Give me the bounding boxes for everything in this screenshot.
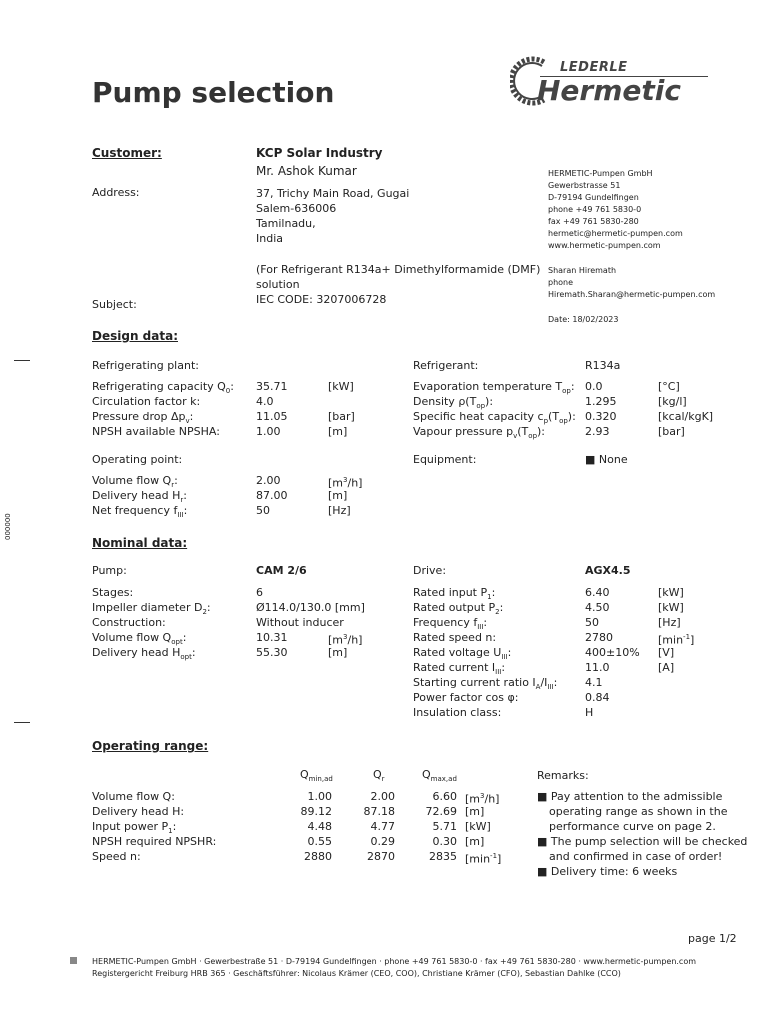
row-value: 0.0 bbox=[585, 380, 603, 393]
remark-line bbox=[537, 819, 747, 834]
page-number: page 1/2 bbox=[688, 932, 737, 945]
row-label: Pressure drop $\Delta p_v$: bbox=[92, 410, 194, 426]
row-unit: [bar] bbox=[658, 425, 685, 438]
equipment-text: None bbox=[598, 453, 628, 466]
address-label: Address: bbox=[92, 186, 140, 199]
table-row bbox=[92, 819, 532, 834]
remark-line bbox=[537, 864, 747, 879]
subscript: p bbox=[543, 417, 549, 426]
square-bullet-icon: ■ bbox=[537, 865, 548, 878]
square-bullet-icon: ■ bbox=[537, 790, 548, 803]
row-value: 2780 bbox=[585, 631, 613, 644]
row-label: Net frequency $f_{III}$: bbox=[92, 504, 188, 520]
row-label: Impeller diameter $D_2$: bbox=[92, 601, 211, 617]
row-value: 0.55 bbox=[307, 835, 332, 848]
row-unit: $[m^3/h]$ bbox=[328, 633, 363, 647]
row-value: 50 bbox=[585, 616, 599, 629]
iec-code: IEC CODE: 3207006728 bbox=[256, 293, 387, 306]
side-code: 000000 bbox=[4, 513, 12, 540]
table-row bbox=[413, 630, 733, 645]
range-column-headers bbox=[92, 768, 532, 786]
note-line: solution bbox=[256, 278, 300, 291]
nominal-data-heading: Nominal data: bbox=[92, 536, 188, 550]
nominal-left-table bbox=[92, 585, 392, 660]
row-label: Delivery head $H_r$: bbox=[92, 489, 187, 505]
square-bullet-icon: ■ bbox=[585, 453, 596, 466]
table-row bbox=[413, 424, 733, 439]
subscript: min,ad bbox=[308, 775, 333, 784]
row-unit: [m] bbox=[328, 489, 348, 502]
remark-line bbox=[537, 789, 747, 804]
drive-value: AGX4.5 bbox=[585, 564, 631, 577]
row-label: Stages: bbox=[92, 586, 134, 599]
remark-line bbox=[537, 804, 747, 819]
row-value: 4.48 bbox=[307, 820, 332, 833]
row-unit: [kW] bbox=[328, 380, 354, 393]
table-row bbox=[92, 849, 532, 864]
customer-address bbox=[256, 186, 409, 246]
column-header: $Q_{min,ad}$ bbox=[300, 768, 333, 784]
table-row bbox=[413, 705, 733, 720]
table-row bbox=[413, 615, 733, 630]
superscript: 3 bbox=[480, 792, 485, 800]
row-value: 0.84 bbox=[585, 691, 610, 704]
customer-note bbox=[256, 262, 540, 307]
row-unit: [kW] bbox=[658, 601, 684, 614]
company-line: D-79194 Gundelfingen bbox=[548, 193, 639, 202]
table-row bbox=[413, 585, 733, 600]
row-value: Without inducer bbox=[256, 616, 344, 629]
subscript: 1 bbox=[487, 593, 492, 602]
row-label: Starting current ratio $I_A/I_{III}$: bbox=[413, 676, 558, 692]
row-value: Ø114.0/130.0 [mm] bbox=[256, 601, 365, 614]
row-label: Density $\rho(T_{op})$: bbox=[413, 395, 494, 411]
remarks-list bbox=[537, 789, 747, 879]
row-unit: [Hz] bbox=[658, 616, 681, 629]
subscript: op bbox=[476, 402, 486, 411]
table-row bbox=[92, 488, 392, 503]
design-data-heading: Design data: bbox=[92, 329, 178, 343]
contact-email: Hiremath.Sharan@hermetic-pumpen.com bbox=[548, 290, 716, 299]
refrigerant-label: Refrigerant: bbox=[413, 359, 479, 372]
row-value: 11.05 bbox=[256, 410, 288, 423]
fold-mark bbox=[14, 722, 30, 723]
table-row bbox=[92, 789, 532, 804]
row-unit: $[m^3/h]$ bbox=[328, 476, 363, 490]
row-label: Delivery head $H_{opt}$: bbox=[92, 646, 196, 662]
drive-label: Drive: bbox=[413, 564, 447, 577]
table-row bbox=[413, 690, 733, 705]
customer-contact: Mr. Ashok Kumar bbox=[256, 164, 357, 178]
subscript: A bbox=[535, 683, 541, 692]
row-label: Input power $P_1$: bbox=[92, 820, 177, 836]
row-label: Construction: bbox=[92, 616, 166, 629]
row-value: 89.12 bbox=[300, 805, 332, 818]
remarks-label: Remarks: bbox=[537, 769, 589, 782]
table-row bbox=[92, 615, 392, 630]
subscript: 2 bbox=[495, 608, 500, 617]
row-unit: [A] bbox=[658, 661, 675, 674]
operating-point-table bbox=[92, 473, 392, 518]
remark-text: The pump selection will be checked bbox=[550, 835, 748, 848]
table-row bbox=[92, 804, 532, 819]
row-label: Rated speed n: bbox=[413, 631, 497, 644]
table-row bbox=[92, 424, 392, 439]
remark-line bbox=[537, 834, 747, 849]
row-value: H bbox=[585, 706, 594, 719]
row-label: Rated input $P_1$: bbox=[413, 586, 496, 602]
table-row bbox=[92, 630, 392, 645]
footer-bullet-icon bbox=[70, 957, 77, 964]
row-value: 1.295 bbox=[585, 395, 617, 408]
row-value: 35.71 bbox=[256, 380, 288, 393]
table-row bbox=[92, 600, 392, 615]
row-value: 1.00 bbox=[256, 425, 281, 438]
company-logo bbox=[510, 56, 710, 108]
address-line: 37, Trichy Main Road, Gugai bbox=[256, 187, 410, 200]
row-unit: [m] bbox=[328, 646, 348, 659]
row-label: Rated current $I_{III}$: bbox=[413, 661, 506, 677]
company-website: www.hermetic-pumpen.com bbox=[548, 241, 661, 250]
row-value: 2.93 bbox=[585, 425, 610, 438]
row-value: 2870 bbox=[367, 850, 395, 863]
table-row bbox=[92, 379, 392, 394]
row-label: Frequency $f_{III}$: bbox=[413, 616, 488, 632]
refrigerant-value: R134a bbox=[585, 359, 621, 372]
row-label: Evaporation temperature $T_{op}$: bbox=[413, 380, 575, 396]
remark-text: Delivery time: 6 weeks bbox=[550, 865, 678, 878]
row-unit: [m] bbox=[328, 425, 348, 438]
row-label: Volume flow Q: bbox=[92, 790, 175, 803]
row-value: 1.00 bbox=[307, 790, 332, 803]
row-value: 87.18 bbox=[363, 805, 395, 818]
note-line: (For Refrigerant R134a+ Dimethylformamide (DMF) bbox=[256, 263, 541, 276]
subscript: opt bbox=[180, 653, 192, 662]
row-unit: [kW] bbox=[658, 586, 684, 599]
row-value: 0.29 bbox=[370, 835, 395, 848]
superscript: -1 bbox=[683, 633, 691, 641]
remark-text: performance curve on page 2. bbox=[549, 820, 716, 833]
subscript: op bbox=[528, 432, 538, 441]
row-label: Insulation class: bbox=[413, 706, 502, 719]
pump-value: CAM 2/6 bbox=[256, 564, 307, 577]
row-value: 6.40 bbox=[585, 586, 610, 599]
subscript: v bbox=[513, 432, 518, 441]
pump-label: Pump: bbox=[92, 564, 127, 577]
remark-text: Pay attention to the admissible bbox=[550, 790, 723, 803]
customer-label: Customer: bbox=[92, 146, 162, 160]
footer-line: Registergericht Freiburg HRB 365 · Geschäftsführer: Nicolaus Krämer (CEO, COO), Christiane Krämer (CFO), Sebastian Dahlke (CCO) bbox=[92, 969, 621, 978]
row-label: Refrigerating capacity $Q_0$: bbox=[92, 380, 234, 396]
subscript: III bbox=[177, 511, 184, 520]
table-row bbox=[92, 834, 532, 849]
row-value: 5.71 bbox=[432, 820, 457, 833]
table-row bbox=[413, 394, 733, 409]
subscript: III bbox=[477, 623, 484, 632]
table-row bbox=[413, 675, 733, 690]
row-value: 2.00 bbox=[256, 474, 281, 487]
table-row bbox=[92, 473, 392, 488]
subscript: 0 bbox=[225, 387, 231, 396]
footer-line: HERMETIC-Pumpen GmbH · Gewerbestraße 51 · D-79194 Gundelfingen · phone +49 761 5830-0 · fax +49 761 5830-280 · www.hermetic-pumpen.com bbox=[92, 957, 697, 966]
row-unit: $[\min^{-1}]$ bbox=[465, 852, 502, 866]
row-value: 55.30 bbox=[256, 646, 288, 659]
row-unit: $[m^3/h]$ bbox=[465, 792, 500, 806]
table-row bbox=[92, 394, 392, 409]
subscript: op bbox=[559, 417, 568, 426]
company-line: phone +49 761 5830-0 bbox=[548, 205, 642, 214]
row-label: Rated voltage $U_{III}$: bbox=[413, 646, 512, 662]
subject-label: Subject: bbox=[92, 298, 137, 311]
row-unit: [kg/l] bbox=[658, 395, 687, 408]
row-label: Volume flow $Q_{opt}$: bbox=[92, 631, 187, 647]
row-value: 6.60 bbox=[432, 790, 457, 803]
table-row bbox=[413, 409, 733, 424]
row-value: 10.31 bbox=[256, 631, 288, 644]
table-row bbox=[413, 645, 733, 660]
row-value: 2835 bbox=[429, 850, 457, 863]
address-line: Salem-636006 bbox=[256, 202, 337, 215]
design-left-table bbox=[92, 379, 392, 439]
row-value: 4.77 bbox=[370, 820, 395, 833]
row-label: Power factor cos φ: bbox=[413, 691, 519, 704]
row-value: 50 bbox=[256, 504, 270, 517]
row-value: 87.00 bbox=[256, 489, 288, 502]
remark-line bbox=[537, 849, 747, 864]
row-label: Vapour pressure $p_v(T_{op})$: bbox=[413, 425, 546, 441]
table-row bbox=[92, 409, 392, 424]
table-row bbox=[92, 503, 392, 518]
table-row bbox=[92, 645, 392, 660]
row-value: 2880 bbox=[304, 850, 332, 863]
row-unit: [m] bbox=[465, 805, 485, 818]
column-header: $Q_{max,ad}$ bbox=[422, 768, 457, 784]
row-label: Speed n: bbox=[92, 850, 141, 863]
logo-lederle: LEDERLE bbox=[560, 60, 628, 75]
row-value: 11.0 bbox=[585, 661, 610, 674]
row-label: Rated output $P_2$: bbox=[413, 601, 504, 617]
row-value: 6 bbox=[256, 586, 263, 599]
row-value: 4.1 bbox=[585, 676, 603, 689]
row-value: 400±10% bbox=[585, 646, 640, 659]
company-email: hermetic@hermetic-pumpen.com bbox=[548, 229, 683, 238]
row-unit: [m] bbox=[465, 835, 485, 848]
table-row bbox=[413, 660, 733, 675]
page-title: Pump selection bbox=[92, 76, 335, 109]
fold-mark bbox=[14, 360, 30, 361]
contact-phone: phone bbox=[548, 278, 574, 287]
row-unit: [kW] bbox=[465, 820, 491, 833]
company-line: HERMETIC-Pumpen GmbH bbox=[548, 169, 653, 178]
design-right-table bbox=[413, 379, 733, 439]
company-line: fax +49 761 5830-280 bbox=[548, 217, 639, 226]
row-unit: [bar] bbox=[328, 410, 355, 423]
subscript: v bbox=[185, 417, 190, 426]
subscript: 1 bbox=[168, 827, 173, 836]
subscript: 2 bbox=[202, 608, 207, 617]
equipment-value bbox=[585, 453, 628, 466]
subscript: r bbox=[381, 775, 385, 784]
row-value: 0.30 bbox=[432, 835, 457, 848]
nominal-right-table bbox=[413, 585, 733, 720]
row-label: Delivery head H: bbox=[92, 805, 185, 818]
subscript: op bbox=[562, 387, 571, 396]
row-value: 4.50 bbox=[585, 601, 610, 614]
row-unit: [kcal/kgK] bbox=[658, 410, 714, 423]
equipment-label: Equipment: bbox=[413, 453, 477, 466]
row-label: NPSH required NPSHR: bbox=[92, 835, 217, 848]
subscript: r bbox=[171, 481, 175, 490]
square-bullet-icon: ■ bbox=[537, 835, 548, 848]
superscript: 3 bbox=[343, 633, 348, 641]
refrigerating-plant-label: Refrigerating plant: bbox=[92, 359, 199, 372]
subscript: III bbox=[495, 668, 502, 677]
logo-hermetic: Hermetic bbox=[537, 74, 681, 107]
row-value: 2.00 bbox=[370, 790, 395, 803]
customer-name: KCP Solar Industry bbox=[256, 146, 383, 160]
subscript: opt bbox=[171, 638, 183, 647]
row-value: 0.320 bbox=[585, 410, 617, 423]
table-row bbox=[413, 600, 733, 615]
row-label: Volume flow $Q_r$: bbox=[92, 474, 178, 490]
column-header: $Q_r$ bbox=[373, 768, 385, 784]
company-address bbox=[548, 168, 683, 252]
row-unit: $[\min^{-1}]$ bbox=[658, 633, 695, 647]
subscript: r bbox=[180, 496, 184, 505]
row-unit: [Hz] bbox=[328, 504, 351, 517]
footer bbox=[92, 956, 696, 980]
row-unit: [V] bbox=[658, 646, 675, 659]
subscript: max,ad bbox=[430, 775, 457, 784]
operating-point-label: Operating point: bbox=[92, 453, 183, 466]
superscript: -1 bbox=[490, 852, 498, 860]
row-value: 72.69 bbox=[425, 805, 457, 818]
remark-text: operating range as shown in the bbox=[549, 805, 728, 818]
address-line: India bbox=[256, 232, 283, 245]
address-line: Tamilnadu, bbox=[256, 217, 316, 230]
row-unit: [°C] bbox=[658, 380, 680, 393]
remark-text: and confirmed in case of order! bbox=[549, 850, 723, 863]
operating-range-table bbox=[92, 789, 532, 864]
row-label: Specific heat capacity $c_p(T_{op})$: bbox=[413, 410, 576, 426]
company-contact bbox=[548, 265, 715, 301]
table-row bbox=[92, 585, 392, 600]
document-date: Date: 18/02/2023 bbox=[548, 315, 619, 324]
row-label: Circulation factor k: bbox=[92, 395, 201, 408]
subscript: III bbox=[501, 653, 508, 662]
subscript: III bbox=[547, 683, 554, 692]
row-value: 4.0 bbox=[256, 395, 274, 408]
contact-name: Sharan Hiremath bbox=[548, 266, 617, 275]
superscript: 3 bbox=[343, 476, 348, 484]
operating-range-heading: Operating range: bbox=[92, 739, 209, 753]
row-label: NPSH available NPSHA: bbox=[92, 425, 220, 438]
company-line: Gewerbstrasse 51 bbox=[548, 181, 621, 190]
table-row bbox=[413, 379, 733, 394]
